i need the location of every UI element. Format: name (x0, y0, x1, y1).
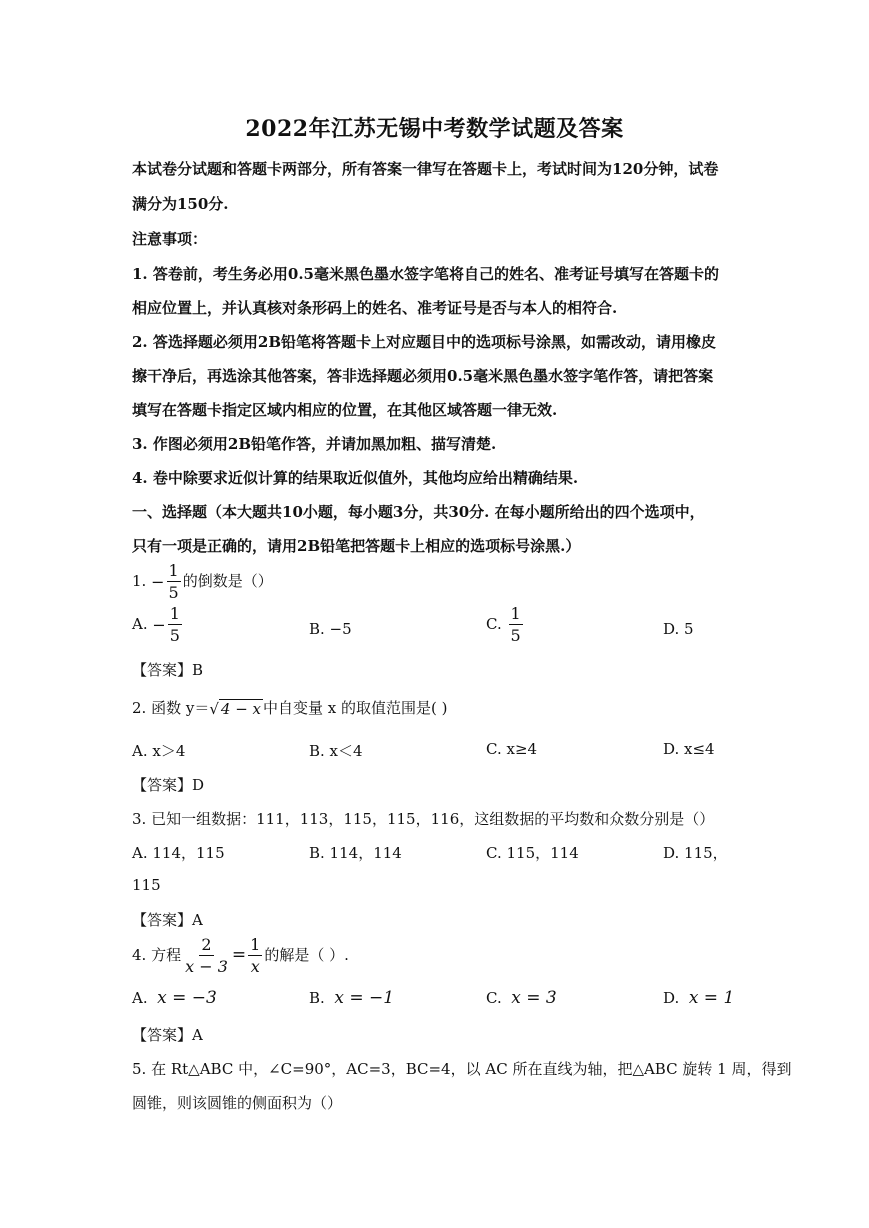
notice-2-line-1: 2. 答选择题必须用2B铅笔将答题卡上对应题目中的选项标号涂黑，如需改动，请用橡皮 (132, 333, 717, 351)
question-5-line-2: 圆锥，则该圆锥的侧面积为（） (132, 1094, 343, 1112)
q1-option-a (132, 606, 184, 644)
notice-3: 3. 作图必须用2B铅笔作答，并请加黑加粗、描写清楚. (132, 435, 497, 453)
question-text: 的倒数是（） (182, 572, 273, 590)
q1-answer: 【答案】B (132, 661, 204, 679)
numerator: 2 (201, 935, 212, 954)
question-3: 3. 已知一组数据：111，113，115，115，116，这组数据的平均数和众数分别是（） (132, 810, 715, 828)
question-1 (132, 563, 273, 601)
q2-option-c: C. x≥4 (486, 740, 538, 758)
minus-sign: − (152, 615, 166, 635)
numerator: 1 (250, 935, 261, 954)
page-title: 2022年江苏无锡中考数学试题及答案 (245, 116, 624, 142)
fraction (248, 937, 262, 975)
q4-option-a (132, 988, 217, 1008)
question-4 (132, 937, 349, 975)
numerator: 1 (510, 604, 521, 623)
question-text: 4. 方程 (132, 946, 182, 964)
q3-option-b: B. 114，114 (309, 844, 402, 862)
q4-option-c (486, 988, 557, 1008)
notice-1-line-1: 1. 答卷前，考生务必用0.5毫米黑色墨水签字笔将自己的姓名、准考证号填写在答题卡的 (132, 265, 719, 283)
notice-1-line-2: 相应位置上，并认真核对条形码上的姓名、准考证号是否与本人的相符合. (132, 299, 618, 317)
equals-sign: = (231, 945, 247, 965)
intro-line-2: 满分为150分. (132, 195, 229, 213)
radical-sign: √ (209, 700, 219, 718)
denominator: 5 (510, 626, 521, 645)
q3-option-d-continued: 115 (132, 876, 161, 894)
q2-option-b: B. x＜4 (309, 742, 363, 760)
radicand: 4 − x (220, 700, 261, 718)
option-label: A. (132, 615, 148, 633)
q2-option-a: A. x＞4 (132, 742, 186, 760)
q4-option-d (663, 988, 734, 1008)
option-value: x = −1 (334, 988, 395, 1008)
notice-heading: 注意事项： (132, 230, 208, 248)
q1-option-d: D. 5 (663, 620, 694, 638)
question-text: 中自变量 x 的取值范围是( ) (263, 699, 448, 717)
question-5-line-1: 5. 在 Rt△ABC 中，∠C=90°，AC=3，BC=4，以 AC 所在直线为轴，把△ABC 旋转 1 周，得到 (132, 1060, 792, 1078)
square-root (209, 700, 263, 718)
fraction (183, 937, 230, 975)
denominator: 5 (168, 583, 179, 602)
notice-4: 4. 卷中除要求近似计算的结果取近似值外，其他均应给出精确结果. (132, 469, 579, 487)
notice-2-line-3: 填写在答题卡指定区域内相应的位置，在其他区域答题一律无效. (132, 401, 558, 419)
minus-sign: − (151, 572, 165, 592)
q3-option-d: D. 115， (663, 844, 728, 862)
q2-option-d: D. x≤4 (663, 740, 715, 758)
fraction (168, 606, 182, 644)
option-label: C. (486, 989, 502, 1007)
option-label: C. (486, 615, 502, 633)
q3-option-a: A. 114，115 (132, 844, 225, 862)
question-text: 2. 函数 y＝ (132, 699, 210, 717)
q4-answer: 【答案】A (132, 1026, 203, 1044)
section-1-heading-line-2: 只有一项是正确的，请用2B铅笔把答题卡上相应的选项标号涂黑.） (132, 537, 581, 555)
denominator: x − 3 (185, 957, 228, 976)
q3-answer: 【答案】A (132, 911, 203, 929)
question-text: 的解是（ ）. (264, 946, 349, 964)
question-number: 1. (132, 572, 147, 590)
numerator: 1 (169, 604, 180, 623)
intro-line-1: 本试卷分试题和答题卡两部分，所有答案一律写在答题卡上，考试时间为120分钟，试卷 (132, 160, 719, 178)
q3-option-c: C. 115，114 (486, 844, 579, 862)
numerator: 1 (168, 561, 179, 580)
option-label: A. (132, 989, 148, 1007)
section-1-heading-line-1: 一、选择题（本大题共10小题，每小题3分，共30分. 在每小题所给出的四个选项中， (132, 503, 705, 521)
q1-option-b: B. −5 (309, 620, 352, 638)
option-value: x = 1 (688, 988, 735, 1008)
fraction (167, 563, 181, 601)
question-2 (132, 697, 447, 718)
option-value: x = −3 (157, 988, 217, 1008)
notice-2-line-2: 擦干净后，再选涂其他答案，答非选择题必须用0.5毫米黑色墨水签字笔作答，请把答案 (132, 367, 714, 385)
q1-option-c (486, 606, 525, 644)
fraction (509, 606, 523, 644)
denominator: 5 (169, 626, 180, 645)
denominator: x (250, 957, 260, 976)
q2-answer: 【答案】D (132, 776, 205, 794)
q4-option-b (309, 988, 394, 1008)
option-label: B. (309, 989, 325, 1007)
option-label: D. (663, 989, 680, 1007)
option-value: x = 3 (511, 988, 557, 1008)
